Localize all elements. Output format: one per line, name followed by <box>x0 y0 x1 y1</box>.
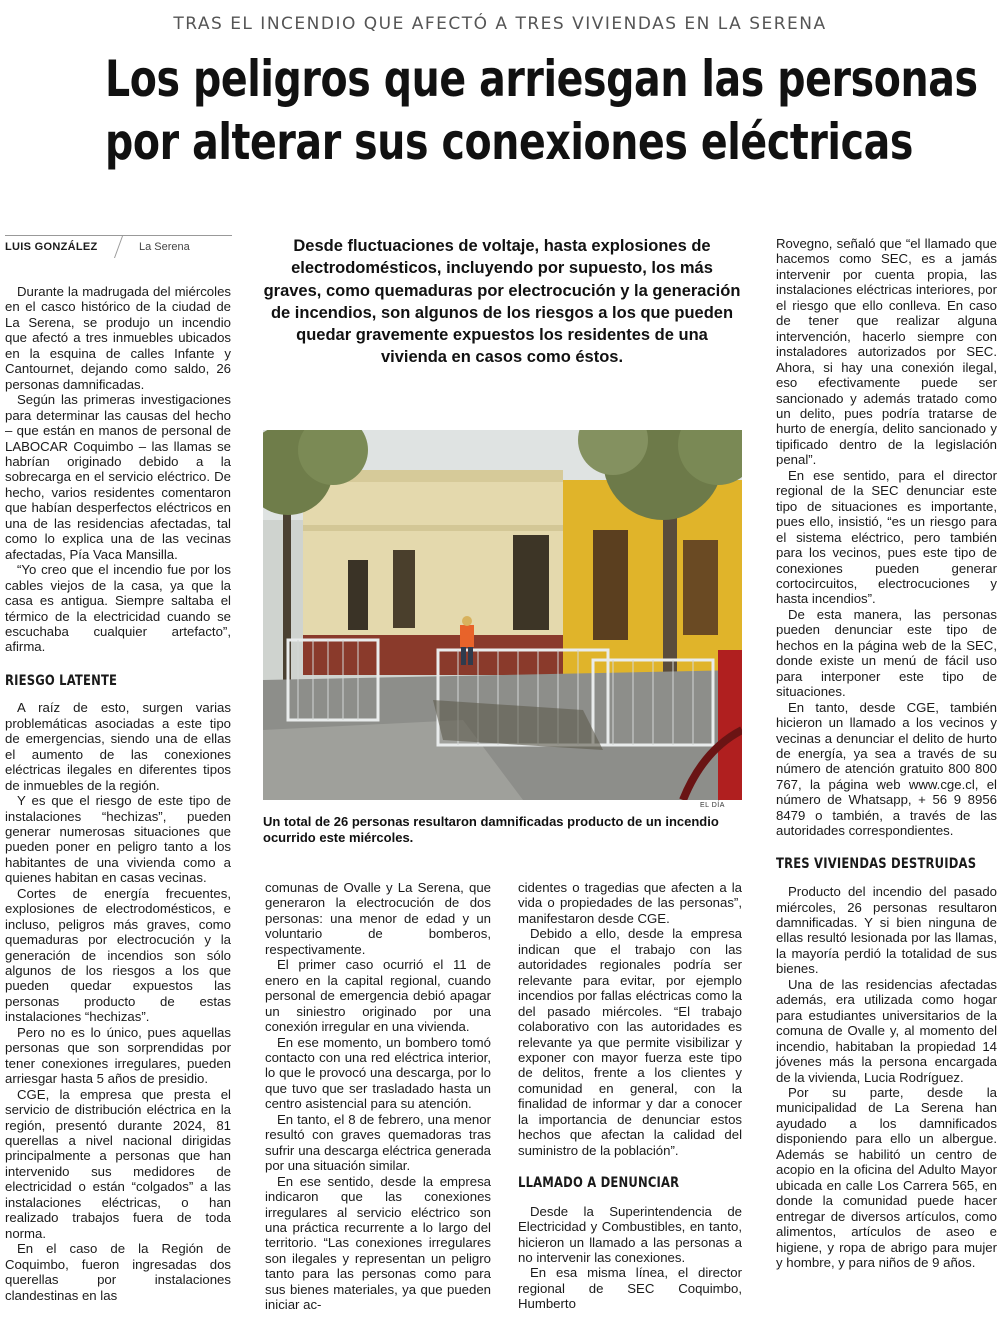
paragraph: En el caso de la Región de Coquimbo, fueron ingresadas dos querellas por instalaciones clandestinas en las <box>5 1241 231 1303</box>
paragraph: Cortes de energía frecuentes, explosiones de electrodomésticos, e incluso, peligros más graves, como quemaduras por electrocución y la generación de incendios son sólo algunos de los riesgos a los que pueden quedar expuestos las personas producto de estas instalaciones “hechizas”. <box>5 885 231 1025</box>
paragraph: Producto del incendio del pasado miércoles, 26 personas resultaron damnificadas. Y si bien ninguna de ellas resultó lesionada por las llamas, la mayoría perdió la totalidad de sus bienes. <box>776 884 997 977</box>
paragraph: En tanto, el 8 de febrero, una menor resultó con graves quemadoras tras sufrir una descarga eléctrica generada por una situación similar. <box>265 1111 491 1174</box>
paragraph: De esta manera, las personas pueden denunciar este tipo de hechos en la página web de la SEC, donde existe un menú de fácil uso para interponer este tipo de situaciones. <box>776 606 997 700</box>
section-heading-llamado-a-denunciar: LLAMADO A DENUNCIAR <box>518 1175 680 1192</box>
article-kicker: TRAS EL INCENDIO QUE AFECTÓ A TRES VIVIENDAS EN LA SERENA <box>173 14 827 34</box>
paragraph: En tanto, desde CGE, también hicieron un llamado a los vecinos y vecinas a denunciar el delito de hurto de energía, ya sea a través de su número de atención gratuito 800 800 767, la página web www.cge.cl, el número de Whatsapp, + 56 9 8956 8479 o también, a través de las autoridades correspondientes. <box>776 699 997 839</box>
column-2 <box>265 880 491 1313</box>
paragraph: Una de las residencias afectadas además, era utilizada como hogar para estudiantes universitarios de la comuna de Ovalle y, al momento del incendio, habitaban la propiedad 14 jóvenes más la persona encargada de la vivienda, Lucia Rodríguez. <box>776 976 997 1085</box>
author-name: LUIS GONZÁLEZ <box>5 241 98 253</box>
headline-line-1: Los peligros que arriesgan las personas <box>105 50 978 108</box>
fire-scene-photo <box>263 430 742 800</box>
paragraph: Pero no es lo único, pues aquellas personas que son sorprendidas por tener conexiones irregulares, pueden arriesgar hasta 5 años de presidio. <box>5 1024 231 1087</box>
paragraph: En ese sentido, desde la empresa indicaron que las conexiones irregulares al servicio eléctrico son una práctica recurrente a lo largo del territorio. “Las conexiones irregulares son ilegales y representan un peligro tanto para las personas como para sus bienes materiales, ya que pueden iniciar ac- <box>265 1173 491 1313</box>
paragraph: CGE, la empresa que presta el servicio de distribución eléctrica en la región, presentó durante 2024, 81 querellas a nivel nacional dirigidas principalmente a personas que han intervenido sus medidores de electricidad o están “colgados” a las instalaciones eléctricas, o han realizado trabajos fuera de toda norma. <box>5 1086 231 1241</box>
headline-line-2: por alterar sus conexiones eléctricas <box>105 113 913 171</box>
paragraph: En ese momento, un bombero tomó contacto con una red eléctrica interior, lo que le provocó una descarga, por lo que tuvo que ser trasladado hasta un centro asistencial para su atención. <box>265 1034 491 1112</box>
paragraph: Desde la Superintendencia de Electricidad y Combustibles, en tanto, hicieron un llamado a las personas a no intervenir las conexiones. <box>518 1203 742 1265</box>
article-photo <box>263 430 742 800</box>
paragraph: En ese sentido, para el director regional de la SEC denunciar este tipo de situaciones es importante, pues ello, insistió, “es un riesgo para el sistema eléctrico, pero también para los vecinos, pues este tipo de conexiones pueden generar cortocircuitos, electrocuciones y hasta incendios”. <box>776 467 997 607</box>
paragraph: Por su parte, desde la municipalidad de La Serena han ayudado a los damnificados disponiendo para ello un albergue. Además se habilitó un centro de acopio en la oficina del Adulto Mayor ubicada en calle Los Carrera 565, en donde la comunidad puede hacer entregar de diversos artículos, como alimentos, artículos de aseo e higiene, y ropa de abrigo para mujer y hombre, y para niños de 9 años. <box>776 1085 997 1270</box>
article-headline <box>105 48 978 174</box>
column-1 <box>5 284 231 1303</box>
paragraph: Durante la madrugada del miércoles en el casco histórico de la ciudad de La Serena, se produjo un incendio que afectó a tres inmuebles ubicados en la esquina de calles Infante y Cantournet, dejando como saldo, 26 personas damnificadas. <box>5 284 231 392</box>
paragraph: Según las primeras investigaciones para determinar las causas del hecho – que están en manos de personal de LABOCAR Coquimbo – las llamas se habrían originado debido a la sobrecarga en el servicio eléctrico. De hecho, varios residentes comentaron que habían desperfectos eléctricos en una de las residencias afectadas, tal como lo explica una de las vecinas afectadas, Pía Vaca Mansilla. <box>5 392 231 562</box>
paragraph: En esa misma línea, el director regional de SEC Coquimbo, Humberto <box>518 1265 742 1312</box>
column-4 <box>776 236 997 1270</box>
section-heading-riesgo-latente: RIESGO LATENTE <box>5 672 118 689</box>
paragraph: El primer caso ocurrió el 11 de enero en la capital regional, cuando personal de emergencia debió apagar un siniestro originado por una conexión irregular en una vivienda. <box>265 957 491 1035</box>
paragraph: cidentes o tragedias que afecten a la vida o propiedades de las personas”, manifestaron desde CGE. <box>518 880 742 926</box>
dateline-location: La Serena <box>139 241 190 253</box>
paragraph: A raíz de esto, surgen varias problemáticas asociadas a este tipo de emergencias, siendo una de ellas el aumento de las conexiones eléctricas ilegales en diferentes tipos de inmuebles de la región. <box>5 700 231 793</box>
paragraph: comunas de Ovalle y La Serena, que generaron la electrocución de dos personas: una menor de edad y un voluntario de bomberos, respectivamente. <box>265 880 491 957</box>
paragraph: Y es que el riesgo de este tipo de instalaciones “hechizas”, pueden generar numerosas situaciones que pueden poner en peligro tanto a los habitantes de una vivienda como a quienes habitan en casas vecinas. <box>5 793 231 886</box>
column-3 <box>518 880 742 1312</box>
byline <box>5 235 232 258</box>
paragraph: Debido a ello, desde la empresa indican que el trabajo con las autoridades regionales podría ser relevante para evitar, por ejemplo incendios por fallas eléctricas como la del pasado miércoles. “El trabajo colaborativo con las autoridades es relevante ya que permite visibilizar y exponer con mayor fuerza este tipo de delitos, frente a los clientes y comunidad en general, con la finalidad de informar y dar a conocer la importancia de denunciar estos hechos que afectan la calidad del suministro de la población”. <box>518 926 742 1158</box>
section-heading-tres-viviendas-destruidas: TRES VIVIENDAS DESTRUIDAS <box>776 855 977 872</box>
photo-caption: Un total de 26 personas resultaron damnificadas producto de un incendio ocurrido este miércoles. <box>263 814 719 845</box>
paragraph: “Yo creo que el incendio fue por los cables viejos de la casa, ya que la casa es antigua. Siempre saltaba el térmico de la electricidad cuando se escuchaba cualquier artefacto”, afirma. <box>5 562 231 655</box>
photo-credit: EL DÍA <box>700 802 725 809</box>
byline-divider <box>114 236 123 258</box>
article-lede: Desde fluctuaciones de voltaje, hasta explosiones de electrodomésticos, incluyendo por supuesto, los más graves, como quemaduras por electrocución y la generación de incendios, son algunos de los riesgos a los que pueden quedar gravemente expuestos los residentes de una vivienda en casos como éstos. <box>263 237 741 367</box>
paragraph: Rovegno, señaló que “el llamado que hacemos como SEC, es a jamás intervenir por cuenta propia, las instalaciones eléctricas interiores, por el riesgo que ello conlleva. En caso de tener que realizar alguna intervención, hacerlo siempre con instaladores autorizados por SEC. Ahora, si hay una conexión ilegal, eso efectivamente puede ser sancionado y además tratado como un delito, pues podría tratarse de hurto de energía, delito sancionado y tipificado dentro de la legislación penal”. <box>776 236 997 468</box>
